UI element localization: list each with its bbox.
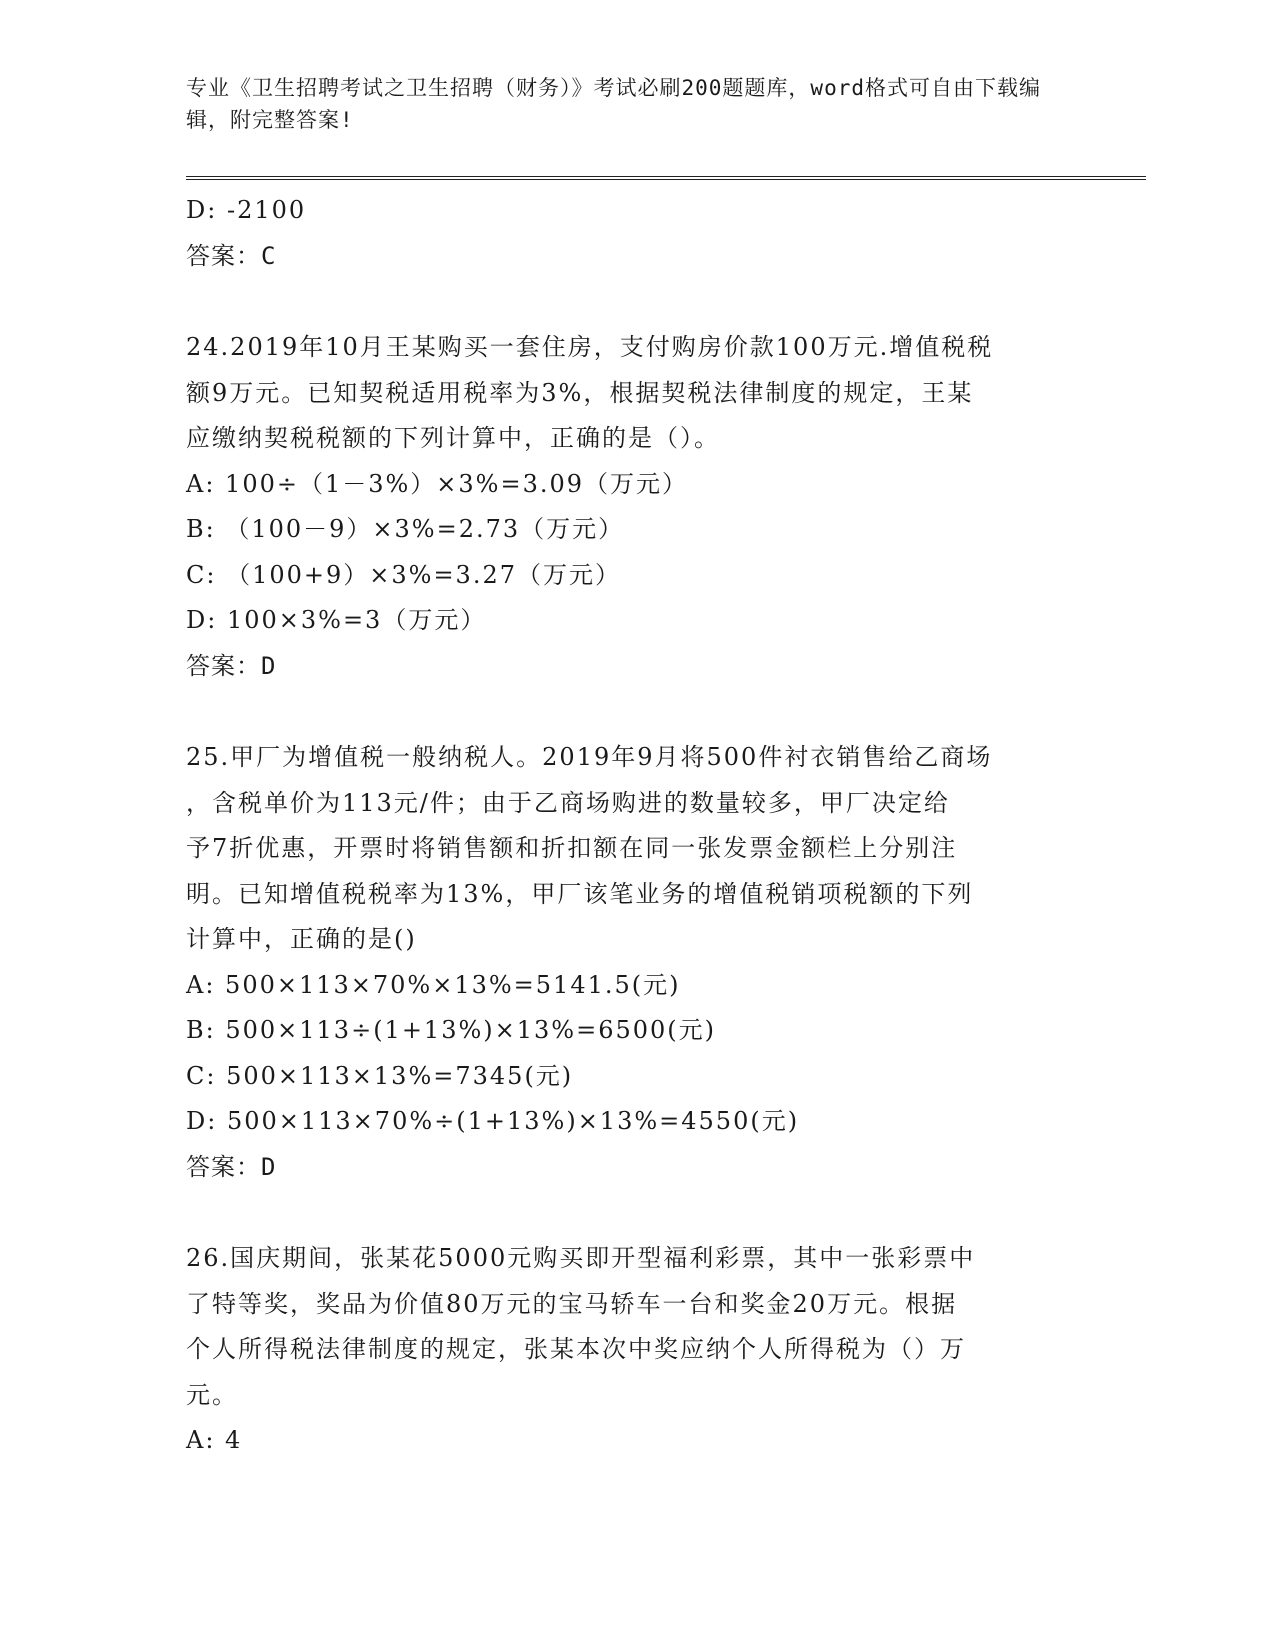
stem-line: ，含税单价为113元/件；由于乙商场购进的数量较多，甲厂决定给 xyxy=(186,788,950,817)
option-a: A: 4 xyxy=(186,1426,243,1454)
stem-line: 明。已知增值税税率为13%，甲厂该笔业务的增值税销项税额的下列 xyxy=(186,879,974,908)
stem-line: 24.2019年10月王某购买一套住房，支付购房价款100万元.增值税税 xyxy=(186,333,994,361)
stem-line: 25.甲厂为增值税一般纳税人。2019年9月将500件衬衣销售给乙商场 xyxy=(186,743,993,771)
document-header: 专业《卫生招聘考试之卫生招聘（财务）》考试必刷200题题库，word格式可自由下载编辑，附完整答案! xyxy=(186,76,1041,132)
option-d: D: 500×113×70%÷(1+13%)×13%=4550(元) xyxy=(186,1107,800,1135)
question-stem xyxy=(186,735,1071,963)
option-a: A: 100÷（1－3%）×3%=3.09（万元） xyxy=(186,469,689,498)
option-b: B: 500×113÷(1+13%)×13%=6500(元) xyxy=(186,1016,717,1044)
stem-line: 元。 xyxy=(186,1380,238,1409)
option-c: C: 500×113×13%=7345(元) xyxy=(186,1061,574,1090)
stem-line: 了特等奖，奖品为价值80万元的宝马轿车一台和奖金20万元。根据 xyxy=(186,1289,958,1318)
question-24 xyxy=(186,325,1086,689)
stem-line: 个人所得税法律制度的规定，张某本次中奖应纳个人所得税为（）万 xyxy=(186,1335,966,1363)
question-stem xyxy=(186,1236,1071,1418)
option-b: B: （100－9）×3%=2.73（万元） xyxy=(186,515,625,543)
option-a: A: 500×113×70%×13%=5141.5(元) xyxy=(186,970,681,999)
stem-line: 计算中，正确的是() xyxy=(186,925,417,953)
stem-line: 予7折优惠，开票时将销售额和折扣额在同一张发票金额栏上分别注 xyxy=(186,834,958,862)
document-body xyxy=(186,188,1086,1464)
stem-line: 额9万元。已知契税适用税率为3%，根据契税法律制度的规定，王某 xyxy=(186,378,974,407)
stem-line: 26.国庆期间，张某花5000元购买即开型福利彩票，其中一张彩票中 xyxy=(186,1244,976,1272)
answer-line: 答案：C xyxy=(186,241,277,270)
question-26 xyxy=(186,1236,1086,1464)
header-divider xyxy=(186,176,1146,180)
answer-line: 答案：D xyxy=(186,651,277,680)
question-stem xyxy=(186,325,1071,462)
question-25 xyxy=(186,735,1086,1190)
answer-line: 答案：D xyxy=(186,1152,277,1181)
stem-line: 应缴纳契税税额的下列计算中，正确的是（）。 xyxy=(186,424,720,452)
option-d: D: 100×3%=3（万元） xyxy=(186,606,487,634)
option-c: C: （100+9）×3%=3.27（万元） xyxy=(186,560,621,589)
option-d: D: -2100 xyxy=(186,196,307,224)
